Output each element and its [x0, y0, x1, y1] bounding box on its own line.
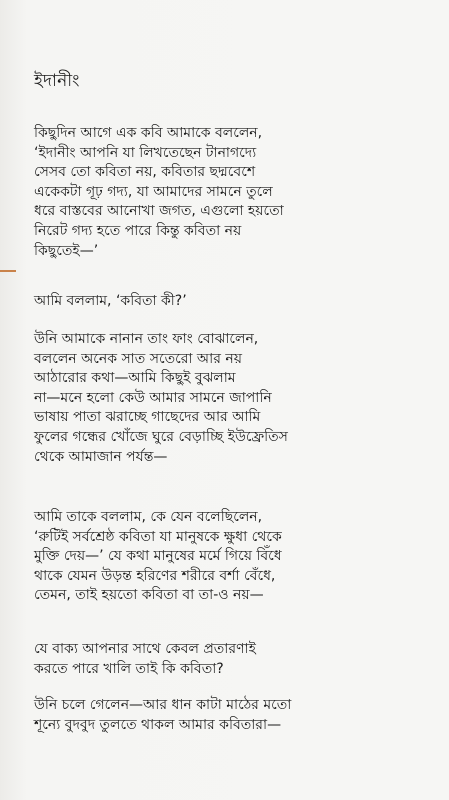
poem-title: ইদানীং: [34, 71, 80, 91]
poem-line: তেমন, তাই হয়তো কবিতা বা তা-ও নয়—: [34, 587, 264, 604]
page-edge-marker: [0, 270, 16, 272]
poem-line: সেসব তো কবিতা নয়, কবিতার ছদ্মবেশে: [34, 164, 256, 181]
stanza-4: [34, 508, 424, 606]
stanza-6: [34, 696, 424, 735]
poem-line: আমি বললাম, ‘কবিতা কী?’: [34, 293, 187, 309]
poem-line: যে বাক্য আপনার সাথে কেবল প্রতারণাই: [34, 641, 256, 657]
poem-line: একেকটা গূঢ় গদ্য, যা আমাদের সামনে তুলে: [34, 183, 273, 200]
poem-line: কিছুদিন আগে এক কবি আমাকে বললেন,: [34, 125, 263, 141]
poem-line: বললেন অনেক সাত সতেরো আর নয়: [34, 350, 243, 367]
poem-line: ফুলের গন্ধের খোঁজে ঘুরে বেড়াচ্ছি ইউফ্রেতিস: [34, 428, 288, 445]
poem-line: ‘রুটিই সর্বশ্রেষ্ঠ কবিতা যা মানুষকে ক্ষুধা থেকে: [34, 528, 282, 545]
stanza-5: [34, 640, 424, 679]
poem-line: উনি আমাকে নানান তাং ফাং বোঝালেন,: [34, 331, 259, 347]
poem-line: আঠারোর কথা—আমি কিছুই বুঝলাম: [34, 370, 236, 387]
poem-line: আমি তাকে বললাম, কে যেন বলেছিলেন,: [34, 509, 263, 525]
poem-line: ভাষায় পাতা ঝরাচ্ছে গাছেদের আর আমি: [34, 409, 261, 426]
stanza-3: [34, 330, 424, 467]
stanza-1: [34, 124, 424, 261]
poem-line: উনি চলে গেলেন—আর ধান কাটা মাঠের মতো: [34, 697, 292, 713]
poem-line: মুক্তি দেয়—’ যে কথা মানুষের মর্মে গিয়ে বিঁধে: [34, 548, 282, 565]
poem-line: ধরে বাস্তবের আনোখা জগত, এগুলো হয়তো: [34, 203, 284, 220]
poem-line: থেকে আমাজান পর্যন্ত—: [34, 448, 168, 465]
poem-line: না—মনে হলো কেউ আমার সামনে জাপানি: [34, 389, 272, 406]
poem-line: করতে পারে খালি তাই কি কবিতা?: [34, 660, 224, 677]
poem-line: ‘ইদানীং আপনি যা লিখতেছেন টানাগদ্যে: [34, 144, 257, 161]
poem-line: নিরেট গদ্য হতে পারে কিন্তু কবিতা নয়: [34, 222, 242, 239]
poem-line: থাকে যেমন উড়ন্ত হরিণের শরীরে বর্শা বেঁধে,: [34, 567, 276, 584]
poem-line: শূন্যে বুদবুদ তুলতে থাকল আমার কবিতারা—: [34, 716, 282, 733]
stanza-2: [34, 292, 424, 312]
poem-line: কিছুতেই—’: [34, 242, 99, 259]
